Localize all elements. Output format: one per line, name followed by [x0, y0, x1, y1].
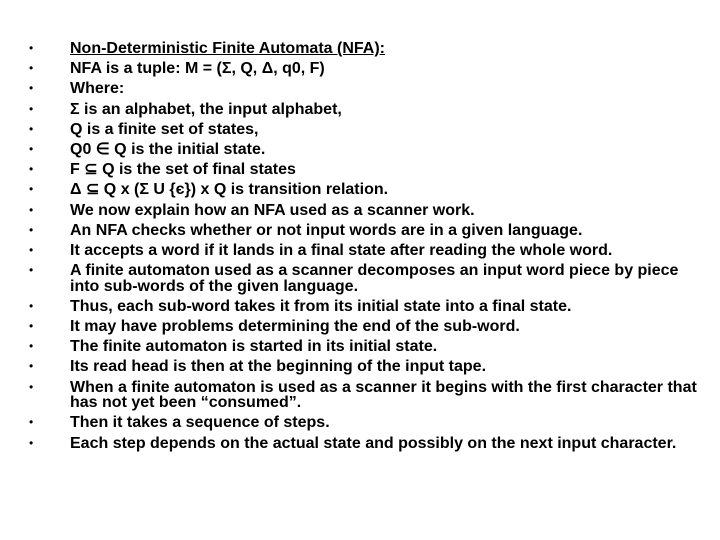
- bullet-text: F ⊆ Q is the set of final states: [70, 161, 296, 179]
- bullet-item: [29, 339, 709, 355]
- bullet-item: [29, 182, 709, 198]
- bullet-item: [29, 122, 709, 138]
- bullet-icon: •: [29, 61, 34, 76]
- bullet-item: [29, 102, 709, 118]
- bullet-text: Where:: [70, 80, 125, 98]
- bullet-icon: •: [29, 182, 34, 197]
- bullet-icon: •: [29, 81, 34, 96]
- bullet-item: [29, 263, 709, 294]
- bullet-icon: •: [29, 263, 34, 278]
- bullet-text: It accepts a word if it lands in a final state after reading the whole word.: [70, 241, 613, 259]
- bullet-icon: •: [29, 415, 34, 430]
- bullet-icon: •: [29, 319, 34, 334]
- slide-title: Non-Deterministic Finite Automata (NFA):: [70, 40, 385, 57]
- bullet-icon: •: [29, 41, 34, 55]
- bullet-icon: •: [29, 435, 34, 450]
- bullet-icon: •: [29, 339, 34, 354]
- bullet-text: Q is a finite set of states,: [70, 120, 259, 138]
- bullet-icon: •: [29, 141, 34, 156]
- bullet-text: We now explain how an NFA used as a scanner work.: [70, 201, 475, 219]
- bullet-text: It may have problems determining the end of the sub-word.: [70, 318, 520, 336]
- bullet-text: The finite automaton is started in its initial state.: [70, 338, 438, 356]
- bullet-item: [29, 162, 709, 178]
- bullet-icon: •: [29, 359, 34, 374]
- bullet-item-title: [29, 41, 709, 57]
- bullet-text: Its read head is then at the beginning of the input tape.: [70, 358, 487, 376]
- bullet-text: When a finite automaton is used as a scanner it begins with the first character that has not yet been “consumed”.: [70, 378, 697, 412]
- bullet-icon: •: [29, 121, 34, 136]
- bullet-text: Δ ⊆ Q x (Σ U {є}) x Q is transition relation.: [70, 181, 389, 199]
- bullet-text: Thus, each sub-word takes it from its initial state into a final state.: [70, 297, 572, 315]
- bullet-icon: •: [29, 101, 34, 116]
- bullet-text: Σ is an alphabet, the input alphabet,: [70, 100, 342, 118]
- bullet-item: [29, 359, 709, 375]
- bullet-text: A finite automaton used as a scanner decomposes an input word piece by piece into sub-words of the given language.: [70, 262, 679, 295]
- bullet-item: [29, 81, 709, 97]
- bullet-icon: •: [29, 242, 34, 257]
- bullet-item: [29, 243, 709, 259]
- bullet-item: [29, 319, 709, 335]
- bullet-text: Then it takes a sequence of steps.: [70, 414, 330, 432]
- bullet-item: [29, 415, 709, 431]
- bullet-icon: •: [29, 162, 34, 177]
- bullet-icon: •: [29, 379, 34, 394]
- bullet-icon: •: [29, 202, 34, 217]
- bullet-item: [29, 142, 709, 158]
- bullet-list: [29, 41, 709, 456]
- bullet-item: [29, 299, 709, 315]
- bullet-icon: •: [29, 298, 34, 313]
- bullet-text: Each step depends on the actual state and possibly on the next input character.: [70, 434, 677, 452]
- bullet-item: [29, 223, 709, 239]
- bullet-icon: •: [29, 222, 34, 237]
- bullet-item: [29, 61, 709, 77]
- bullet-item: [29, 203, 709, 219]
- bullet-text: NFA is a tuple: M = (Σ, Q, Δ, q0, F): [70, 60, 325, 78]
- bullet-item: [29, 436, 709, 452]
- bullet-text: Q0 ∈ Q is the initial state.: [70, 140, 266, 158]
- bullet-item: [29, 380, 709, 411]
- bullet-text: An NFA checks whether or not input words are in a given language.: [70, 221, 583, 239]
